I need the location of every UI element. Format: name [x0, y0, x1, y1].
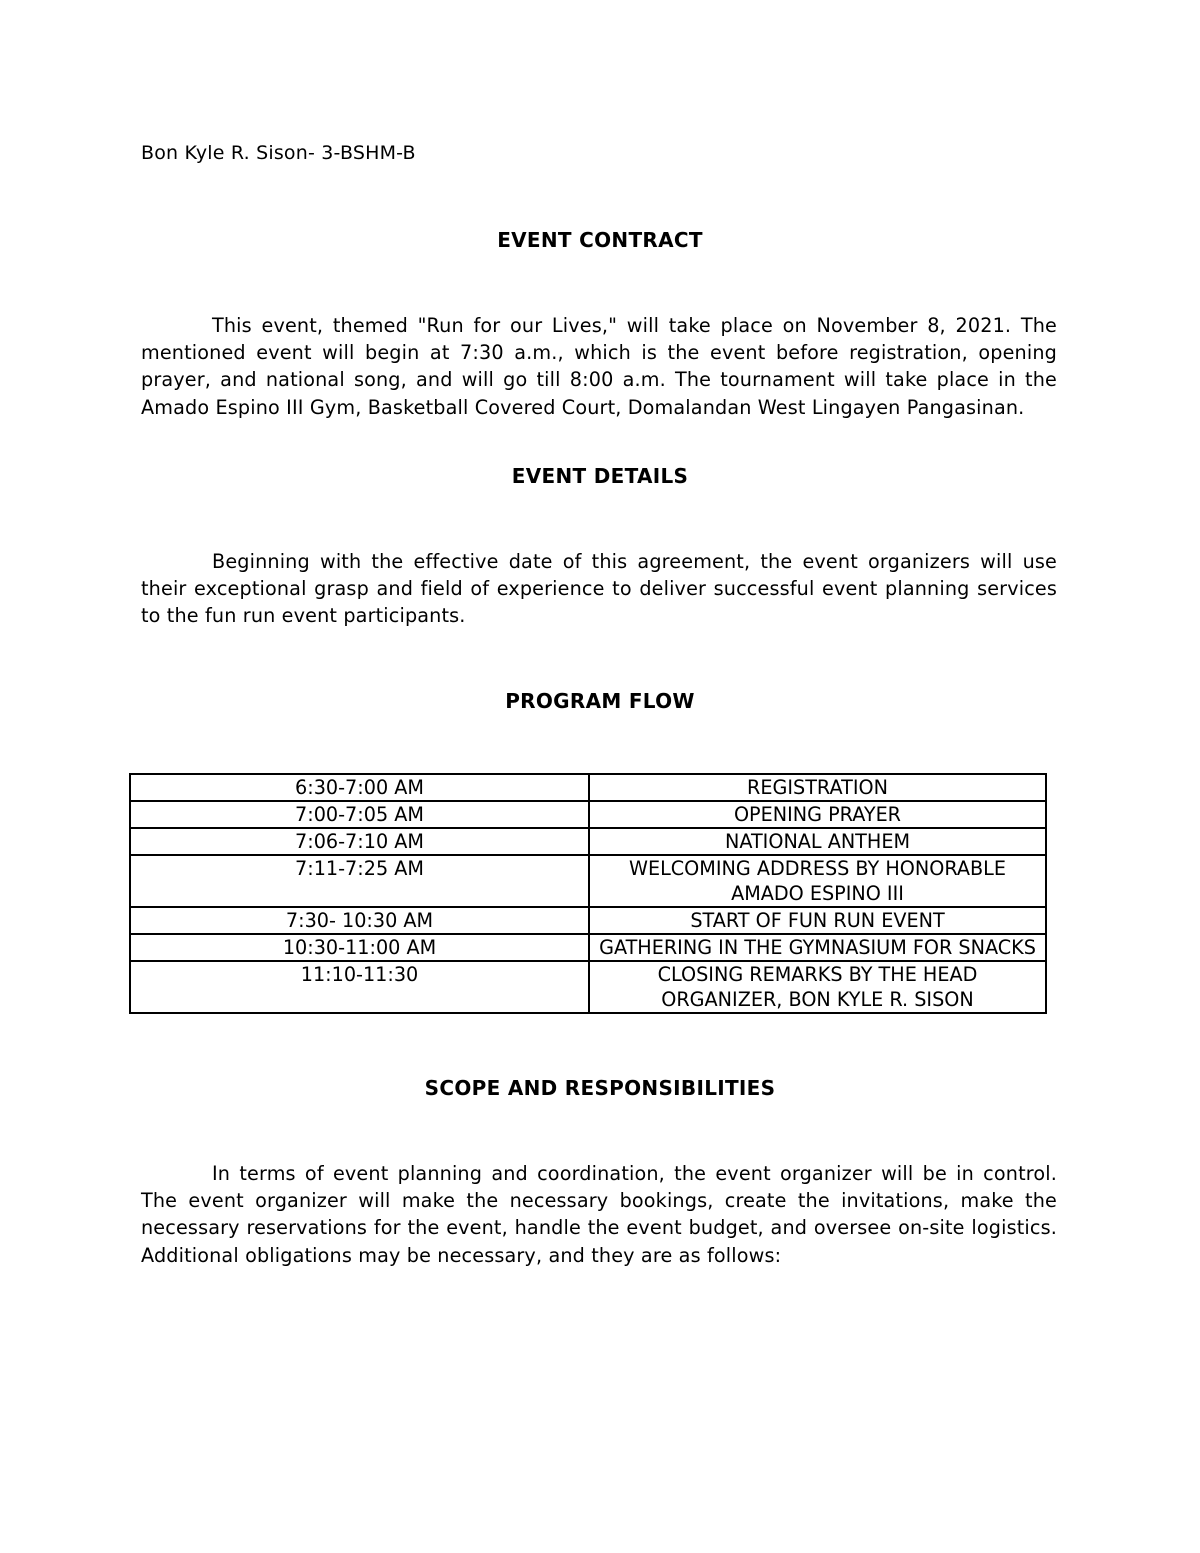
table-row	[130, 774, 1046, 801]
scope-heading: SCOPE AND RESPONSIBILITIES	[424, 1076, 776, 1100]
table-row	[130, 907, 1046, 934]
intro-paragraph: This event, themed "Run for our Lives," will take place on November 8, 2021. The mentioned event will begin at 7:30 a.m., which is the event before registration, opening prayer, and national song, and will go till 8:00 a.m. The tournament will take place in the Amado Espino III Gym, Basketball Covered Court, Domalandan West Lingayen Pangasinan.	[141, 314, 1057, 419]
activity-cell: REGISTRATION	[589, 774, 1046, 801]
time-cell: 7:30- 10:30 AM	[130, 907, 589, 934]
activity-cell: GATHERING IN THE GYMNASIUM FOR SNACKS	[589, 934, 1046, 961]
activity-cell: CLOSING REMARKS BY THE HEAD ORGANIZER, BON KYLE R. SISON	[589, 961, 1046, 1013]
activity-cell: OPENING PRAYER	[589, 801, 1046, 828]
page-title: EVENT CONTRACT	[497, 228, 703, 252]
table-row	[130, 934, 1046, 961]
table-row	[130, 961, 1046, 1013]
activity-cell: WELCOMING ADDRESS BY HONORABLE AMADO ESPINO III	[589, 855, 1046, 907]
table-row	[130, 801, 1046, 828]
event-details-heading: EVENT DETAILS	[511, 464, 689, 488]
time-cell: 7:06-7:10 AM	[130, 828, 589, 855]
author-line: Bon Kyle R. Sison- 3-BSHM-B	[141, 142, 416, 164]
time-cell: 11:10-11:30	[130, 961, 589, 1013]
time-cell: 10:30-11:00 AM	[130, 934, 589, 961]
program-flow-table	[129, 773, 1047, 1014]
program-flow-heading: PROGRAM FLOW	[505, 689, 695, 713]
activity-cell: START OF FUN RUN EVENT	[589, 907, 1046, 934]
activity-cell: NATIONAL ANTHEM	[589, 828, 1046, 855]
time-cell: 6:30-7:00 AM	[130, 774, 589, 801]
scope-paragraph: In terms of event planning and coordination, the event organizer will be in control. The event organizer will make the necessary bookings, create the invitations, make the necessary reservations for the event, handle the event budget, and oversee on-site logistics. Additional obligations may be necessary, and they are as follows:	[141, 1162, 1057, 1267]
time-cell: 7:00-7:05 AM	[130, 801, 589, 828]
time-cell: 7:11-7:25 AM	[130, 855, 589, 907]
table-row	[130, 855, 1046, 907]
table-row	[130, 828, 1046, 855]
event-details-paragraph: Beginning with the effective date of this agreement, the event organizers will use their exceptional grasp and field of experience to deliver successful event planning services to the fun run event participants.	[141, 550, 1057, 628]
